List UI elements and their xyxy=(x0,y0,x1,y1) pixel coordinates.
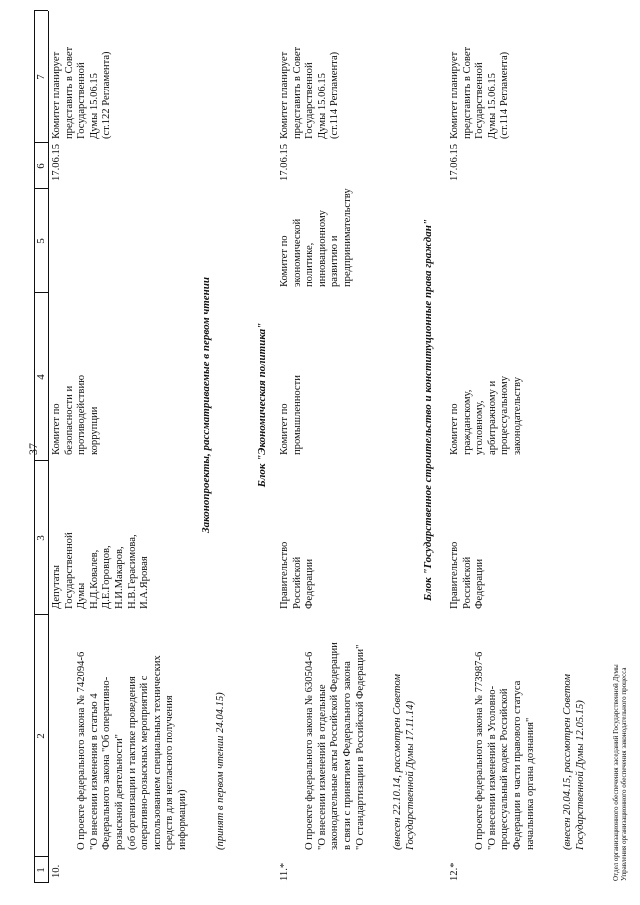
section-heading: Законопроекты, рассматриваемые в первом чтении xyxy=(200,277,212,533)
date: 17.06.15 xyxy=(279,143,290,181)
initiator: Депутаты Государственной Думы Н.Д.Ковалев, Д.Е.Горовцов, Н.И.Макаров, Н.В.Герасимова, И.А.Яровая xyxy=(51,532,151,609)
status-note: Комитет планирует представить в Совет Государственной Думы 15.06.15 (ст.114 Регламента) xyxy=(449,46,511,139)
bill-title: О проекте федерального закона № 630504-6 "О внесении изменений в отдельные законодательные акты Российской Федерации в связи с принятием Федерального закона "О стандартизации в Российской Федерации" (внесен 22.10.14, рассмотрен Советом Государственной Думы 17.11.14) xyxy=(304,642,416,850)
col-header-7: 7 xyxy=(35,74,47,80)
page-number: 37 xyxy=(26,443,40,455)
footer-line: Отдел организационного обеспечения заседаний Государственной Думы xyxy=(612,664,620,881)
col-header-5: 5 xyxy=(35,238,47,244)
bill-title: О проекте федерального закона № 773987-6 "О внесении изменений в Уголовно- процессуальный кодекс Российской Федерации в части правового статуса начальника органа дознания" (внесен 20.04.15, рассмотрен Советом Государственной Думы 12.05.15) xyxy=(474,651,586,850)
status-note: Комитет планирует представить в Совет Государственной Думы 15.06.15 (ст.114 Регламента) xyxy=(279,46,341,139)
responsible-committee: Комитет по промышленности xyxy=(279,375,303,455)
header-bottom-rule xyxy=(48,11,49,883)
row-number: 10. xyxy=(51,864,62,878)
block-title: Блок "Государственное строительство и конституционные права граждан" xyxy=(422,219,434,601)
bill-note: (принят в первом чтении 24.04.15) xyxy=(214,692,226,850)
col-header-6: 6 xyxy=(35,163,47,169)
status-note: Комитет планирует представить в Совет Государственной Думы 15.06.15 (ст.122 Регламента) xyxy=(51,46,113,139)
bill-note: (внесен 20.04.15, рассмотрен Советом Государственной Думы 12.05.15) xyxy=(562,674,586,850)
col-header-2: 2 xyxy=(35,733,47,739)
col-header-1: 1 xyxy=(35,867,47,873)
co-executor-committee: Комитет по экономической политике, инновационному развитию и предпринимательству xyxy=(279,188,353,287)
footer-line: Управления организационного обеспечения законодательного процесса xyxy=(620,667,628,881)
responsible-committee: Комитет по безопасности и противодействию коррупции xyxy=(51,374,100,455)
bill-note: (внесен 22.10.14, рассмотрен Советом Государственной Думы 17.11.14) xyxy=(392,674,416,850)
initiator: Правительство Российской Федерации xyxy=(449,541,486,609)
col-header-4: 4 xyxy=(35,374,47,380)
initiator: Правительство Российской Федерации xyxy=(279,541,316,609)
responsible-committee: Комитет по гражданскому, уголовному, арбитражному и процессуальному законодательству xyxy=(449,376,523,455)
row-number: 12.* xyxy=(449,862,460,881)
bill-title: О проекте федерального закона № 742094-6 "О внесении изменения в статью 4 Федерального закона "Об оперативно- розыскной деятельности" (об организации и тактике проведения оперативно-розыскных мероприятий с использованием специальных технических средств для негласного получения информации) (принят в первом чтении 24.04.15) xyxy=(76,651,226,850)
date: 17.06.15 xyxy=(51,143,62,181)
date: 17.06.15 xyxy=(449,143,460,181)
block-title: Блок "Экономическая политика" xyxy=(256,322,268,488)
row-number: 11.* xyxy=(279,862,290,881)
col-header-3: 3 xyxy=(35,535,47,541)
